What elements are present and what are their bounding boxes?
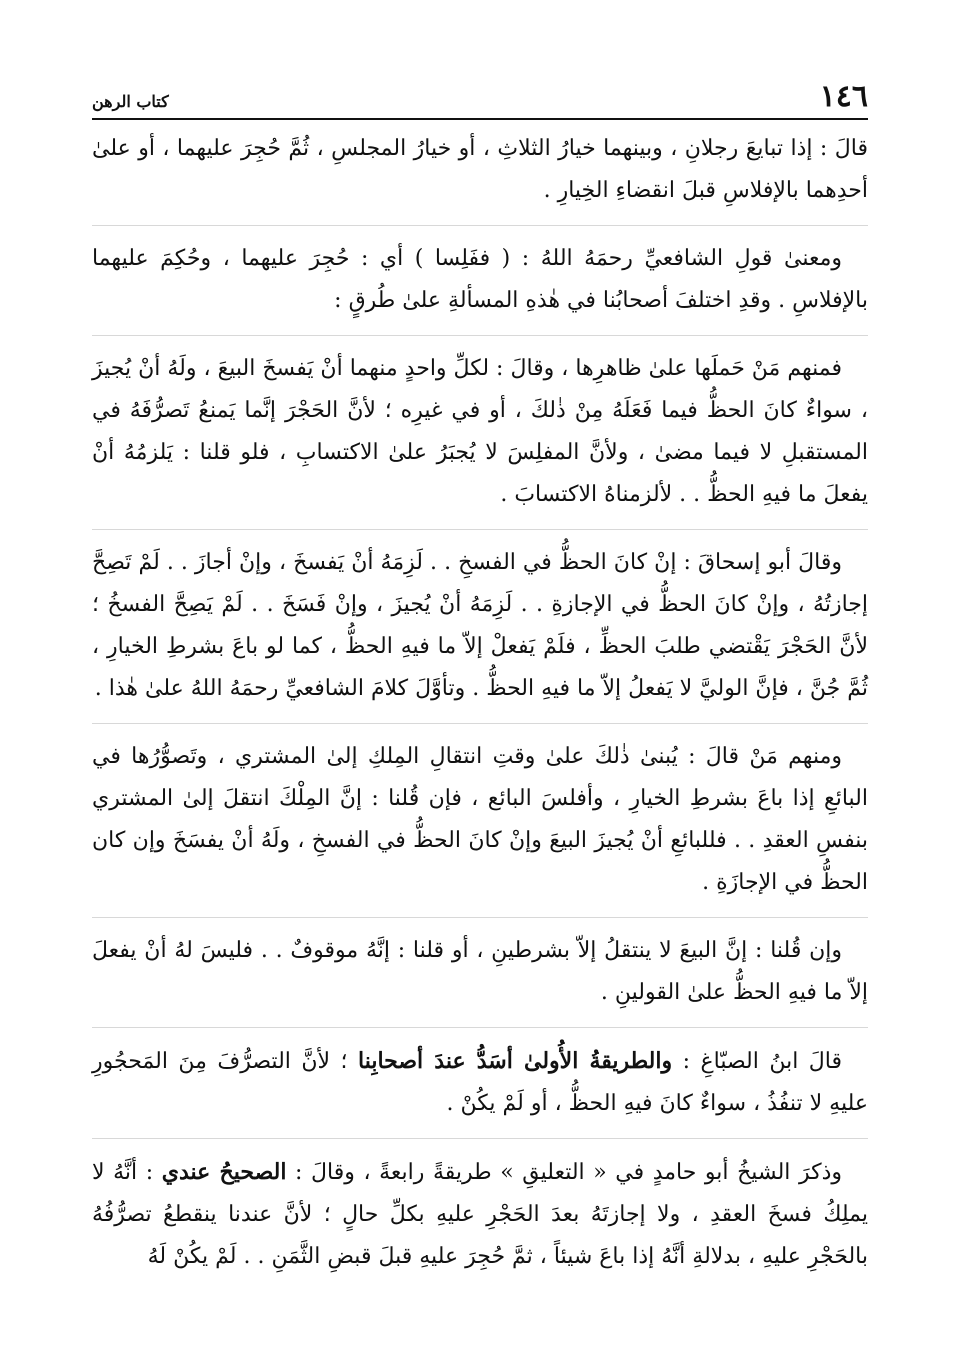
paragraph-7-rest: ؛ لأنَّ التصرُّفَ مِنَ المَحجُورِ عليهِ لا تنفُذُ ، سواءٌ كانَ فيهِ الحظُّ ، أو لَمْ يكُنْ . [92, 1049, 868, 1116]
page-number: ١٤٦ [819, 79, 868, 114]
paragraph-divider [92, 1138, 868, 1139]
paragraph-1: قالَ : إذا تبايعَ رجلانِ ، وبينهما خيارُ الثلاثِ ، أو خيارُ المجلسِ ، ثُمَّ حُجِرَ عليهما ، أو علىٰ أحدِهما بالإفلاسِ قبلَ انقضاءِ الخِيارِ . [92, 136, 868, 203]
paragraph-5: ومنهم مَنْ قالَ : يُبنىٰ ذٰلكَ علىٰ وقتِ انتقالِ المِلكِ إلىٰ المشتري ، وتَصوُّرُها في البائعِ إذا باعَ بشرطِ الخيارِ ، وأفلسَ البائع ، فإن قُلنا : إنَّ المِلْكَ انتقلَ إلىٰ المشتري بنفسِ العقدِ . . فللبائعِ أنْ يُجيزَ البيعَ وإنْ كانَ الحظُّ في الفسخِ ، ولَهُ أنْ يفسَخَ وإن كان الحظُّ في الإجازَةِ . [92, 744, 868, 895]
paragraph-4: وقالَ أبو إسحاقَ : إنْ كانَ الحظُّ في الفسخِ . . لَزِمَهُ أنْ يَفسخَ ، وإنْ أجازَ . . لَمْ تَصِحَّ إجازتُهُ ، وإنْ كانَ الحظُّ في الإجازةِ . . لَزِمَهُ أنْ يُجيزَ ، وإنْ فَسَخَ . . لَمْ يَصِحَّ الفسخُ ؛ لأنَّ الحَجْرَ يَقْتضي طلبَ الحظِّ ، فلَمْ يَفعلْ إلاّ ما فيهِ الحظُّ ، كما لو باعَ بشرطِ الخيارِ ، ثُمَّ جُنَّ ، فإنَّ الوليَّ لا يَفعلُ إلاّ ما فيهِ الحظُّ . وتأوَّلَ كلامَ الشافعيِّ رحمَهُ اللهُ علىٰ هٰذا . [92, 550, 868, 701]
page-header [92, 78, 868, 120]
paragraph-divider [92, 917, 868, 918]
paragraph-divider [92, 1027, 868, 1028]
paragraph-divider [92, 723, 868, 724]
paragraph-7-bold-phrase: والطريقةُ الأُولىٰ أسَدُّ عندَ أصحابِنا [358, 1048, 673, 1074]
paragraph-8 [92, 1151, 868, 1278]
paragraph-divider [92, 335, 868, 336]
paragraph-8-rest: : أنَّهُ لا يملِكُ فسخَ العقدِ ، ولا إجازتَهُ بعدَ الحَجْرِ عليهِ بكلِّ حالٍ ؛ لأنَّ عندنا ينقطعُ تصرُّفُهُ بالحَجْرِ عليهِ ، بدلالةِ أنَّهُ إذا باعَ شيئاً ، ثمَّ حُجِرَ عليهِ قبلَ قبضِ الثَّمَنِ . . لَمْ يكُنْ لَهُ [92, 1160, 868, 1269]
paragraph-7-lead: قالَ ابنُ الصبّاغِ : [672, 1049, 842, 1074]
paragraph-3: فمنهم مَنْ حَملَها علىٰ ظاهرِها ، وقالَ : لكلِّ واحدٍ منهما أنْ يَفسخَ البيعَ ، ولَهُ أنْ يُجيزَ ، سواءٌ كانَ الحظُّ فيما فَعَلَهُ مِنْ ذٰلكَ ، أو في غيرِه ؛ لأنَّ الحَجْرَ إنَّما يَمنعُ تَصرُّفَهُ في المستقبلِ لا فيما مضىٰ ، ولأنَّ المفلِسَ لا يُجبَرُ علىٰ الاكتسابِ ، فلو قلنا : يَلزمُهُ أنْ يفعلَ ما فيهِ الحظُّ . . لألزمناهُ الاكتسابَ . [92, 356, 868, 507]
paragraph-2: ومعنىٰ قولِ الشافعيِّ رحمَهُ اللهُ : ( ففَلِسا ) أي : حُجِرَ عليهما ، وحُكِمَ عليهما بالإفلاسِ . وقدِ اختلفَ أصحابُنا في هٰذهِ المسألةِ علىٰ طُرقٍ : [92, 246, 868, 313]
paragraph-8-lead: وذكرَ الشيخُ أبو حامدٍ في « التعليقِ » طريقةً رابعةً ، وقالَ : [286, 1160, 843, 1185]
paragraph-7 [92, 1040, 868, 1125]
paragraph-6: وإن قُلنا : إنَّ البيعَ لا ينتقلُ إلاّ بشرطينِ ، أو قلنا : إنَّهُ موقوفٌ . . فليسَ لهُ أنْ يفعلَ إلاّ ما فيهِ الحظُّ علىٰ القولينِ . [92, 938, 868, 1005]
paragraph-divider [92, 225, 868, 226]
page-body [92, 128, 868, 1291]
paragraph-divider [92, 529, 868, 530]
paragraph-8-bold-phrase: الصحيحُ عندي [161, 1159, 287, 1185]
running-title: كتاب الرهن [92, 92, 169, 111]
